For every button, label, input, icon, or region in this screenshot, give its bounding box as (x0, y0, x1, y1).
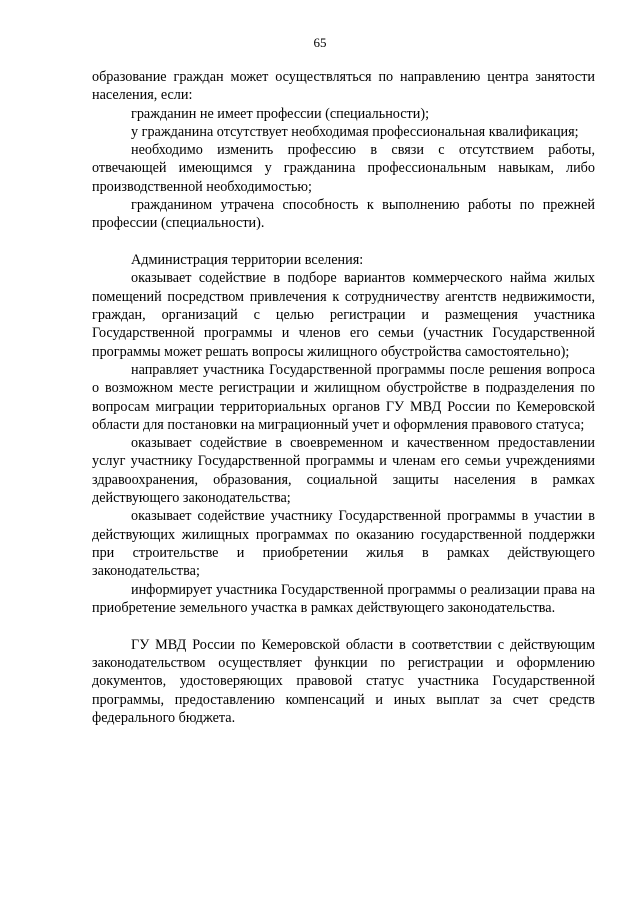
list-item-land-rights: информирует участника Государственной программы о реализации права на приобретение земельного участка в рамках действующего законодательства. (92, 581, 595, 616)
paragraph-education-intro: образование граждан может осуществляться по направлению центра занятости населения, если: (92, 69, 595, 104)
paragraph-gu-mvd-functions: ГУ МВД России по Кемеровской области в соответствии с действующим законодательством осуществляет функции по регистрации и оформлению документов, удостоверяющих правовой статус участника Государственной программы, предоставлению компенсаций и иных выплат за счет средств федерального бюджета. (92, 636, 595, 726)
document-body (92, 68, 595, 727)
section-heading-administration: Администрация территории вселения: (131, 252, 364, 269)
list-item-lost-ability: гражданином утрачена способность к выполнению работы по прежней профессии (специальности). (92, 197, 595, 232)
paragraph-gap (92, 617, 595, 636)
list-item-services-assistance: оказывает содействие в своевременном и качественном предоставлении услуг участнику Государственной программы и членам его семьи учреждениями здравоохранения, образования, социальной защиты населения в рамках действующего законодательства; (92, 435, 595, 507)
list-item-housing-programs: оказывает содействие участнику Государственной программы в участии в действующих жилищных программах по оказанию государственной поддержки при строительстве и приобретении жилья в рамках действующего законодательства; (92, 508, 595, 580)
list-item-no-qualification: у гражданина отсутствует необходимая профессиональная квалификация; (131, 123, 579, 140)
list-item-housing-assistance: оказывает содействие в подборе вариантов коммерческого найма жилых помещений посредством привлечения к сотрудничеству агентств недвижимости, граждан, организаций с целью регистрации и размещения участника Государственной программы и членов его семьи (участник Государственной программы может решать вопросы жилищного обустройства самостоятельно); (92, 270, 595, 360)
list-item-migration-registration: направляет участника Государственной программы после решения вопроса о возможном месте регистрации и жилищном обустройстве в подразделения по вопросам миграции территориальных органов ГУ МВД России по Кемеровской области для постановки на миграционный учет и оформления правового статуса; (92, 361, 595, 433)
list-item-no-profession: гражданин не имеет профессии (специальности); (131, 105, 430, 122)
list-item-change-profession: необходимо изменить профессию в связи с отсутствием работы, отвечающей имеющимся у гражданина профессиональным навыкам, либо производственной необходимостью; (92, 142, 595, 195)
page-number: 65 (313, 35, 327, 50)
paragraph-gap (92, 233, 595, 252)
